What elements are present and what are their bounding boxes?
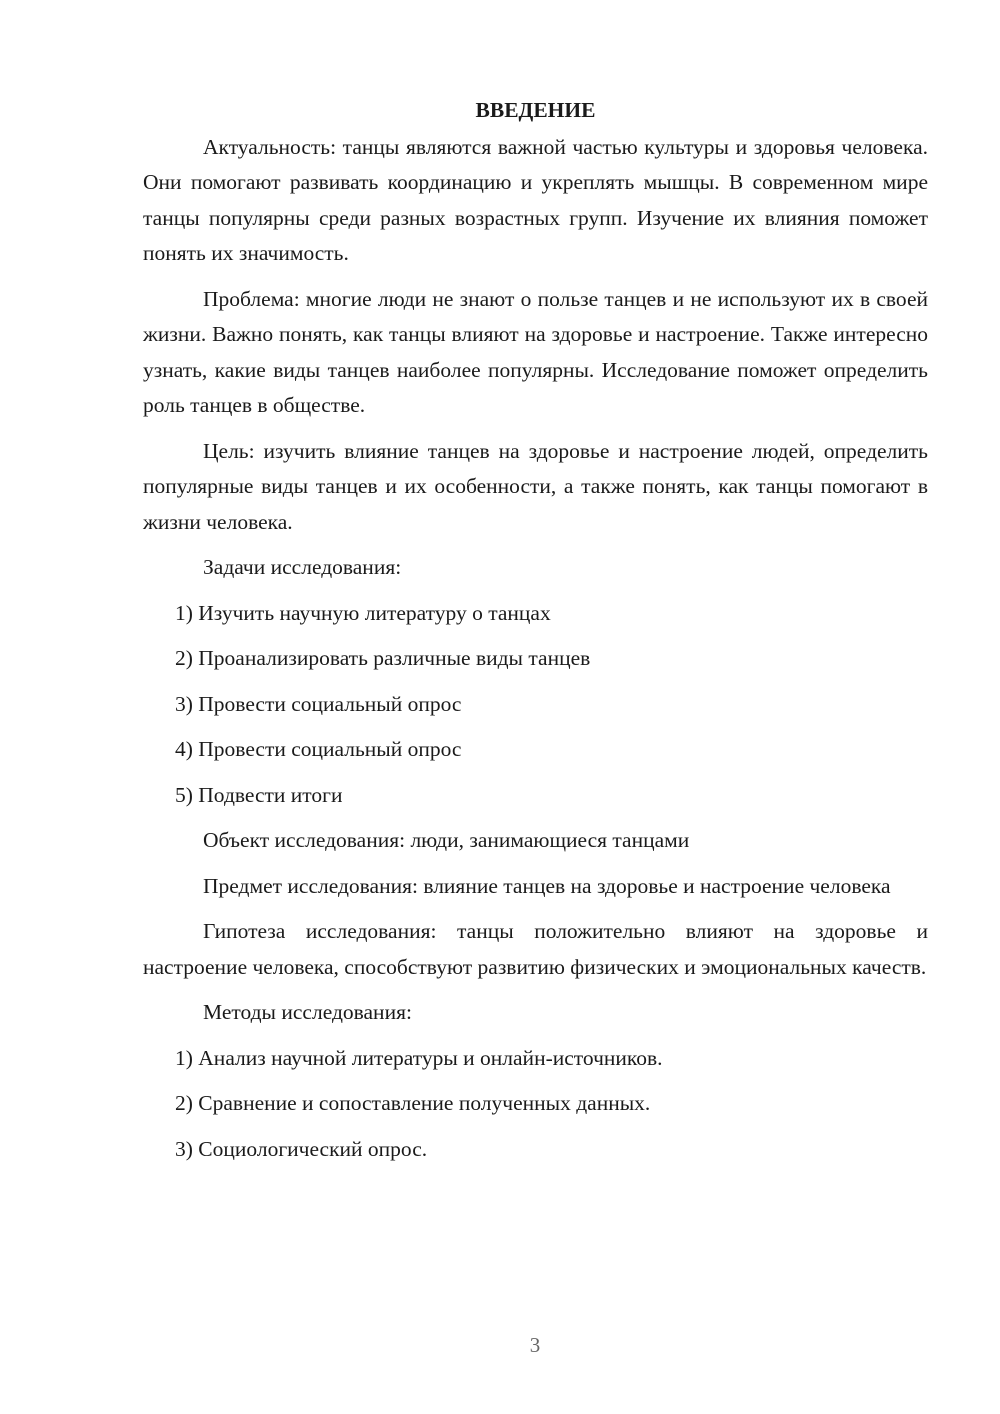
task-item-4: 4) Провести социальный опрос [175, 737, 462, 761]
hypothesis-paragraph: Гипотеза исследования: танцы положительно влияют на здоровье и настроение человека, способствуют развитию физических и эмоциональных качеств. [143, 919, 928, 979]
subject-paragraph: Предмет исследования: влияние танцев на здоровье и настроение человека [203, 873, 891, 898]
task-item-1: 1) Изучить научную литературу о танцах [175, 600, 551, 625]
methods-heading: Методы исследования: [203, 1000, 412, 1024]
tasks-heading: Задачи исследования: [203, 555, 402, 579]
goal-paragraph: Цель: изучить влияние танцев на здоровье и настроение людей, определить популярные виды танцев и их особенности, а также понять, как танцы помогают в жизни человека. [143, 438, 928, 534]
relevance-paragraph: Актуальность: танцы являются важной частью культуры и здоровья человека. Они помогают развивать координацию и укреплять мышцы. В современном мире танцы популярны среди разных возрастных групп. Изучение их влияния поможет понять их значимость. [143, 134, 928, 265]
page-content [143, 93, 928, 1177]
task-item-2: 2) Проанализировать различные виды танцев [175, 646, 591, 670]
task-item-3: 3) Провести социальный опрос [175, 691, 462, 716]
method-item-1: 1) Анализ научной литературы и онлайн-источников. [175, 1045, 663, 1070]
object-line: Объект исследования: люди, занимающиеся танцами [203, 828, 690, 852]
page-number: 3 [529, 1333, 541, 1357]
method-item-3: 3) Социологический опрос. [175, 1136, 428, 1161]
task-item-5: 5) Подвести итоги [175, 782, 343, 807]
page-title: ВВЕДЕНИЕ [475, 98, 596, 122]
problem-paragraph: Проблема: многие люди не знают о пользе танцев и не используют их в своей жизни. Важно понять, как танцы влияют на здоровье и настроение. Также интересно узнать, какие виды танцев наиболее популярны. Исследование поможет определить роль танцев в обществе. [143, 286, 928, 417]
method-item-2: 2) Сравнение и сопоставление полученных данных. [175, 1091, 651, 1115]
